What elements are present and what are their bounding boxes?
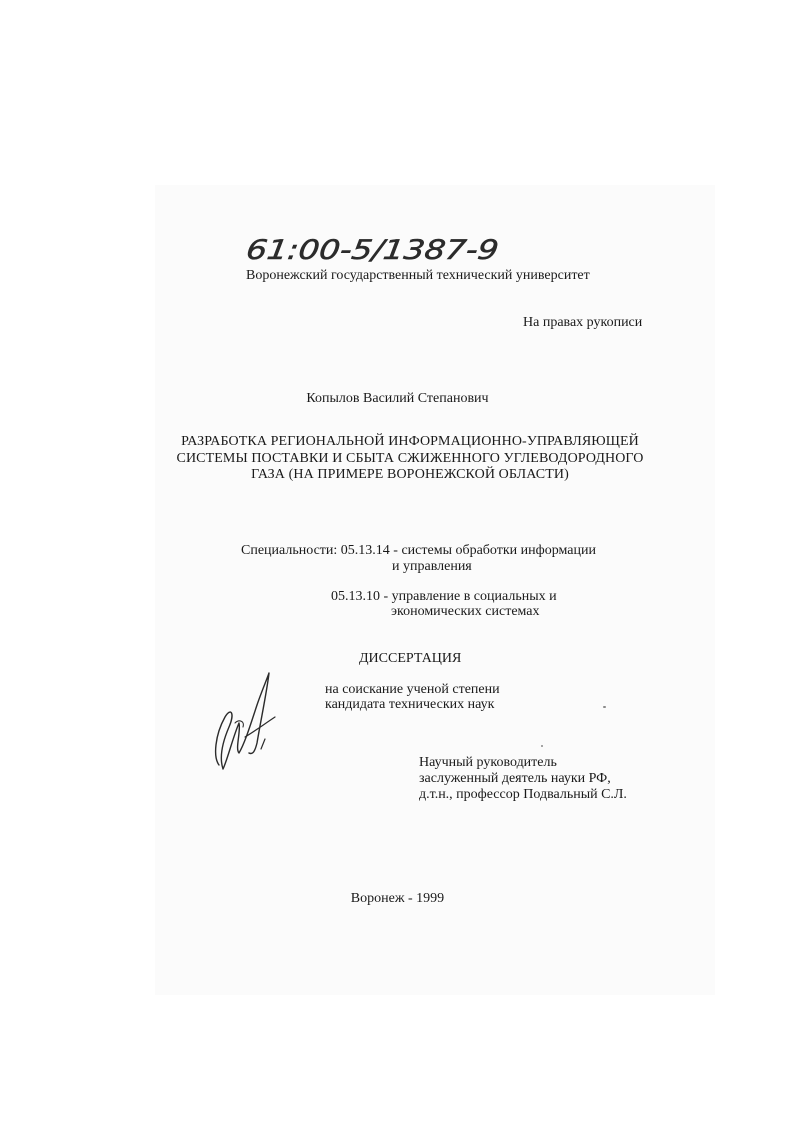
document-type: ДИССЕРТАЦИЯ [359, 651, 462, 666]
archive-code-text: 61:00-5/1387-9 [244, 235, 458, 266]
supervisor-line: д.т.н., профессор Подвальный С.Л. [419, 787, 627, 802]
supervisor-line: заслуженный деятель науки РФ, [419, 771, 611, 786]
specialty-first-line-cont: и управления [392, 559, 472, 574]
degree-line: на соискание ученой степени [325, 682, 500, 697]
title-line: РАЗРАБОТКА РЕГИОНАЛЬНОЙ ИНФОРМАЦИОННО-УПРАВЛЯЮЩЕЙ [181, 434, 639, 449]
specialty-second-line: 05.13.10 - управление в социальных и [331, 589, 557, 604]
title-line: СИСТЕМЫ ПОСТАВКИ И СБЫТА СЖИЖЕННОГО УГЛЕВОДОРОДНОГО [176, 450, 644, 466]
degree-line: кандидата технических наук [325, 697, 495, 712]
place-and-year: Воронеж - 1999 [350, 891, 445, 906]
scan-speck [603, 706, 606, 708]
rights-note: На правах рукописи [523, 315, 643, 330]
university-name: Воронежский государственный технический университет [246, 268, 590, 283]
scan-speck [541, 745, 543, 747]
dissertation-title [150, 434, 670, 484]
signature [205, 665, 295, 780]
specialty-second-line-cont: экономических системах [391, 604, 540, 619]
specialty-first-line: Специальности: 05.13.14 - системы обработки информации [241, 543, 596, 558]
title-line: ГАЗА (НА ПРИМЕРЕ ВОРОНЕЖСКОЙ ОБЛАСТИ) [251, 467, 569, 482]
author-name: Копылов Василий Степанович [306, 391, 489, 406]
supervisor-line: Научный руководитель [419, 755, 557, 770]
